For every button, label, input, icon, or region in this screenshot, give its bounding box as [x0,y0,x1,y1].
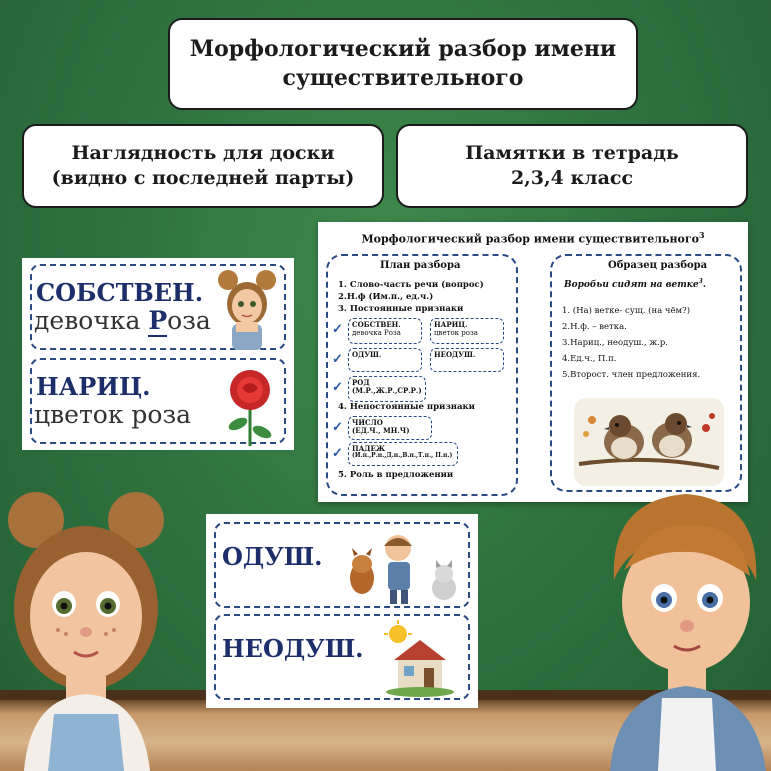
animate-characters-icon [344,526,464,606]
proper-label: СОБСТВЕН. [36,278,204,307]
mini-animate: ОДУШ. [348,348,422,372]
girl-character-icon [0,488,170,771]
sample-line-3: 3.Нариц., неодуш., ж.р. [562,338,668,348]
sheet-title-sup: 3 [698,230,705,240]
main-title-line1: Морфологический разбор имени [189,36,617,63]
sample-sentence-text: Воробьи сидят на ветке [564,280,699,290]
card-proper-common [22,258,294,450]
plan-item-2: 2.Н.ф (Им.п., ед.ч.) [338,292,434,302]
girl-icon [212,266,282,350]
mini-case-l1: ПАДЕЖ [352,444,386,453]
sample-sentence: Воробьи сидят на ветке$^3$. [564,278,706,290]
mini-proper-l1: СОБСТВЕН. [352,320,401,329]
animate-label: ОДУШ. [222,542,323,571]
sheet-title-text: Морфологический разбор имени существительного [361,232,699,246]
badge-notebook-memos [396,124,748,208]
plan-item-1: 1. Слово-часть речи (вопрос) [338,280,484,290]
badge-right-line2: 2,3,4 класс [510,167,634,189]
plan-role: 5. Роль в предложении [338,470,454,480]
check-icon: ✓ [332,322,343,337]
memo-sheet [318,222,748,502]
mini-number [348,416,432,440]
badge-board-visuals [22,124,384,208]
check-icon: ✓ [332,446,343,461]
mini-case-l2: (И.п.,Р.п.,Д.п.,В.п.,Т.п., П.п.) [352,452,453,460]
main-title [168,18,638,110]
check-icon: ✓ [332,420,343,435]
check-icon: ✓ [332,352,343,367]
sample-line-4: 4.Ед.ч., П.п. [562,354,617,364]
mini-gender-l1: РОД [352,378,370,387]
mini-gender-l2: (М.Р.,Ж.Р.,СР.Р.) [352,386,422,396]
plan-item-3: 3. Постоянные признаки [338,304,464,314]
mini-case [348,442,458,466]
mini-number-l1: ЧИСЛО [352,418,383,427]
common-word: цветок роза [34,400,191,429]
plan-nonconst: 4. Непостоянные признаки [338,402,475,412]
check-icon: ✓ [332,380,343,395]
mini-proper [348,318,422,344]
sample-line-2: 2.Н.ф. – ветка. [562,322,627,332]
boy-character-icon [590,480,771,771]
mini-number-l2: (ЕД.Ч., МН.Ч) [352,426,410,436]
mini-common-l1: НАРИЦ. [434,320,468,329]
sparrows-icon [574,398,724,486]
card-animate-inanimate [206,514,478,708]
main-title-line2: существительного [282,65,524,91]
mini-gender [348,376,426,402]
mini-proper-l2: девочка Роза [352,329,401,338]
badge-right-line1: Памятки в тетрадь [465,142,679,165]
sheet-title [318,230,748,246]
house-icon [376,618,456,698]
plan-title: План разбора [380,260,461,271]
mini-common-l2: цветок роза [434,329,478,338]
proper-word-rest: оза [167,306,211,335]
proper-word-prefix: девочка [34,306,149,335]
badge-left-line1: Наглядность для доски [71,142,335,165]
mini-common [430,318,504,344]
proper-capital-letter: Р [148,306,168,335]
sample-sup: 3 [698,278,703,285]
mini-inanimate: НЕОДУШ. [430,348,504,372]
common-label: НАРИЦ. [36,372,151,401]
sample-line-5: 5.Второст. член предложения. [562,370,701,380]
badge-left-line2: (видно с последней парты) [51,167,355,189]
rose-icon [220,366,280,448]
inanimate-label: НЕОДУШ. [222,634,364,663]
sample-line-1: 1. (На) ветке- сущ. (на чём?) [562,306,691,316]
proper-word [34,306,211,335]
sample-title: Образец разбора [608,260,708,271]
